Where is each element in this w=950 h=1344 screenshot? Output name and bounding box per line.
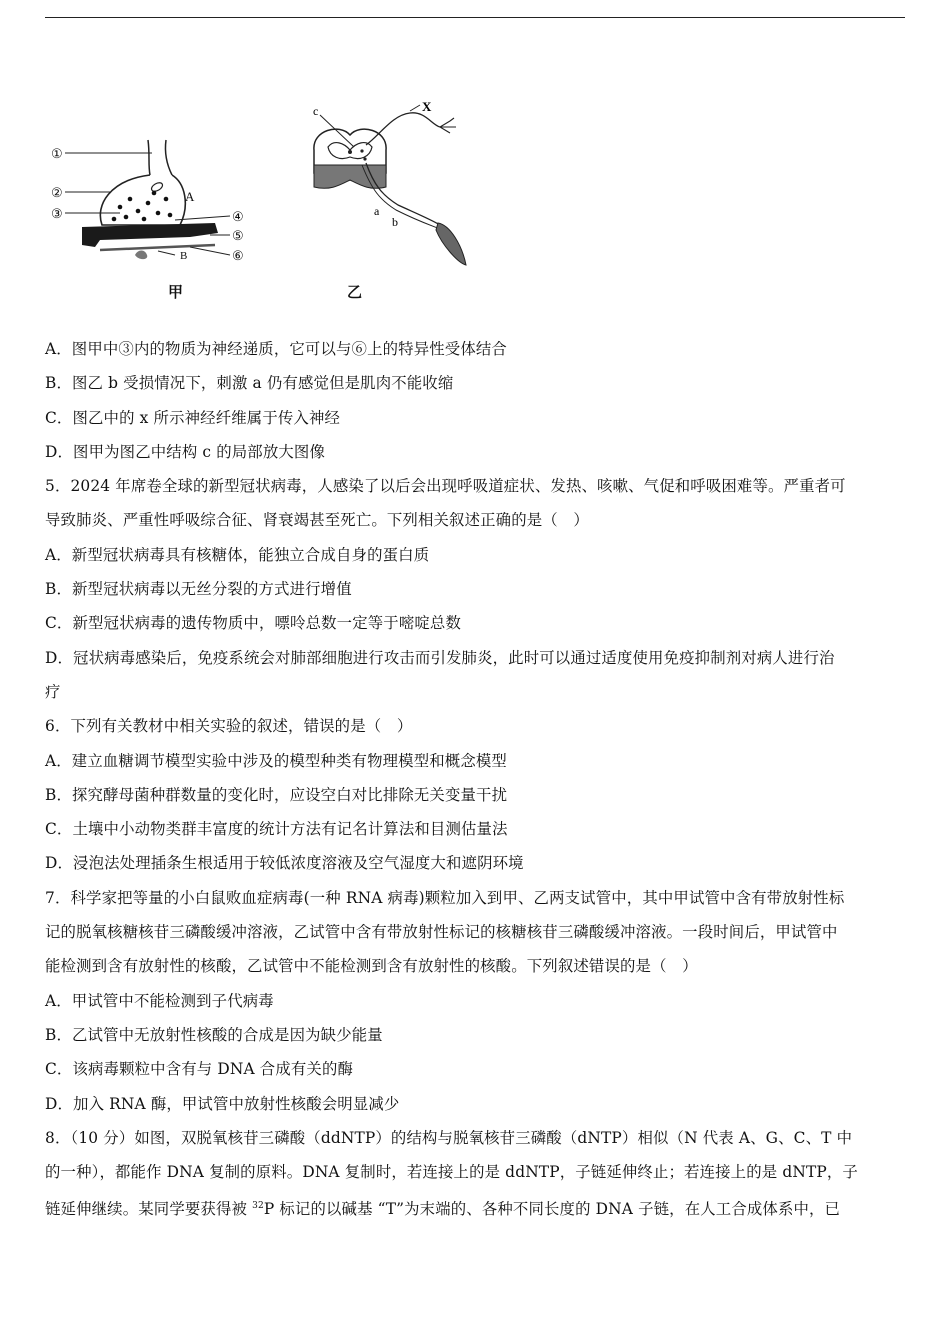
question-7-stem-2: 记的脱氧核糖核苷三磷酸缓冲溶液，乙试管中含有带放射性标记的核糖核苷三磷酸缓冲溶液。一段时间后，甲试管中 — [45, 923, 838, 942]
label-A: A — [185, 189, 195, 204]
option-5a: A．新型冠状病毒具有核糖体，能独立合成自身的蛋白质 — [45, 545, 430, 564]
question-text — [45, 332, 907, 1227]
option-6c: C．土壤中小动物类群丰富度的统计方法有记名计算法和目测估量法 — [45, 820, 508, 839]
option-5b: B．新型冠状病毒以无丝分裂的方式进行增值 — [45, 580, 352, 599]
question-7-stem-3: 能检测到含有放射性的核酸，乙试管中不能检测到含有放射性的核酸。下列叙述错误的是（ ） — [45, 957, 698, 976]
option-7a: A．甲试管中不能检测到子代病毒 — [45, 991, 274, 1010]
question-8-stem-3-start: 链延伸继续。某同学要获得被 — [45, 1200, 253, 1219]
option-4d: D．图甲为图乙中结构 c 的局部放大图像 — [45, 442, 325, 461]
question-8-stem-3 — [45, 1189, 907, 1226]
reflex-arc-diagram — [300, 95, 500, 270]
figure-caption-yi: 乙 — [347, 283, 363, 301]
header-rule — [45, 17, 905, 18]
label-5: ⑤ — [232, 229, 244, 244]
label-c: c — [313, 104, 319, 118]
label-b: b — [392, 215, 398, 229]
option-5d-2: 疗 — [45, 682, 61, 701]
option-7c: C．该病毒颗粒中含有与 DNA 合成有关的酶 — [45, 1060, 354, 1079]
option-4a: A．图甲中③内的物质为神经递质，它可以与⑥上的特异性受体结合 — [45, 340, 507, 358]
label-1: ① — [51, 147, 63, 162]
figure-area — [40, 95, 500, 310]
label-a: a — [374, 204, 380, 218]
question-5-stem-1: 5．2024 年席卷全球的新型冠状病毒，人感染了以后会出现呼吸道症状、发热、咳嗽、气促和呼吸困难等。严重者可 — [45, 477, 846, 496]
label-3: ③ — [51, 207, 63, 222]
label-X: X — [422, 99, 432, 114]
label-B: B — [180, 250, 188, 262]
option-7b: B．乙试管中无放射性核酸的合成是因为缺少能量 — [45, 1025, 383, 1044]
option-4c: C．图乙中的 x 所示神经纤维属于传入神经 — [45, 408, 341, 427]
question-8-stem-3-rest: P 标记的以碱基 “T”为末端的、各种不同长度的 DNA 子链，在人工合成体系中，已 — [263, 1200, 841, 1219]
option-5d-1: D．冠状病毒感染后，免疫系统会对肺部细胞进行攻击而引发肺炎，此时可以通过适度使用免疫抑制剂对病人进行治 — [45, 648, 835, 667]
label-6: ⑥ — [232, 249, 244, 264]
isotope-superscript: 32 — [252, 1201, 264, 1212]
question-8-stem-1: 8．（10 分）如图，双脱氧核苷三磷酸（ddNTP）的结构与脱氧核苷三磷酸（dNTP）相似（N 代表 A、G、C、T 中 — [45, 1128, 853, 1147]
figure-synapse — [40, 95, 270, 270]
question-5-stem-2: 导致肺炎、严重性呼吸综合征、肾衰竭甚至死亡。下列相关叙述正确的是（ ） — [45, 511, 589, 530]
label-4: ④ — [232, 210, 244, 225]
option-6a: A．建立血糖调节模型实验中涉及的模型种类有物理模型和概念模型 — [45, 751, 507, 770]
option-7d: D．加入 RNA 酶，甲试管中放射性核酸会明显减少 — [45, 1094, 400, 1113]
option-6b: B．探究酵母菌种群数量的变化时，应设空白对比排除无关变量干扰 — [45, 785, 508, 804]
figure-caption-jia: 甲 — [168, 283, 184, 301]
option-6d: D．浸泡法处理插条生根适用于较低浓度溶液及空气湿度大和遮阴环境 — [45, 854, 524, 873]
question-6-stem: 6．下列有关教材中相关实验的叙述，错误的是（ ） — [45, 717, 413, 736]
question-8-stem-2: 的一种），都能作 DNA 复制的原料。DNA 复制时，若连接上的是 ddNTP，子链延伸终止；若连接上的是 dNTP，子 — [45, 1163, 858, 1182]
label-2: ② — [51, 186, 63, 201]
figure-reflex-arc — [300, 95, 500, 270]
question-7-stem-1: 7．科学家把等量的小白鼠败血症病毒(一种 RNA 病毒)颗粒加入到甲、乙两支试管中，其中甲试管中含有带放射性标 — [45, 888, 845, 907]
option-4b: B．图乙 b 受损情况下，刺激 a 仍有感觉但是肌肉不能收缩 — [45, 374, 454, 393]
synapse-diagram — [40, 95, 270, 270]
option-5c: C．新型冠状病毒的遗传物质中，嘌呤总数一定等于嘧啶总数 — [45, 614, 461, 633]
